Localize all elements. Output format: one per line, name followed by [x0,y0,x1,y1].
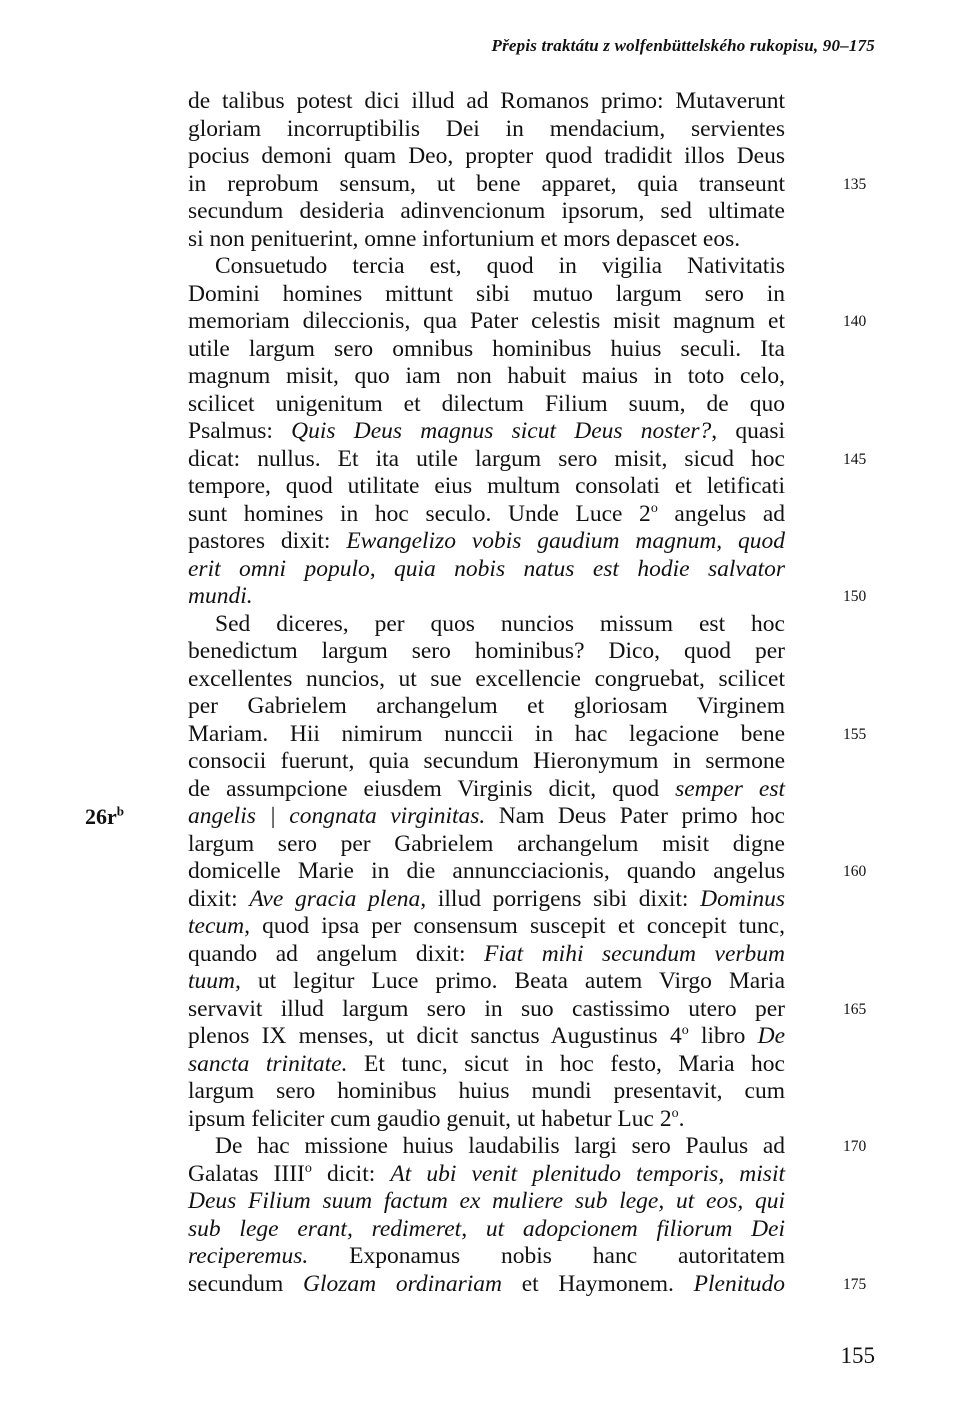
text-run: angelus ad [657,500,785,527]
text-line [188,116,785,144]
text-run: servavit illud largum sero in suo castissimo utero per [188,995,785,1022]
text-run: Mariam. Hii nimirum nunccii in hac legacione bene [188,720,785,747]
text-run: Sed diceres, per quos nuncios missum est hoc [215,610,785,637]
text-line [188,198,785,226]
text-line [188,1133,867,1161]
text-line [188,501,785,529]
text-line [188,226,785,254]
folio-sup: b [116,803,124,819]
text-line [188,693,785,721]
line-number: 155 [843,725,867,743]
dominus-quote: Dominus [700,885,786,912]
line-number: 150 [843,588,867,605]
text-line [188,336,785,364]
text-line [188,941,785,969]
text-line [188,638,785,666]
text-line [188,170,867,199]
text-run: Domini homines mittunt sibi mutuo largum sero in [188,280,785,307]
text-run: plenos IX menses, ut dicit sanctus Augustinus 4 [188,1023,682,1049]
plenitudo-word: Plenitudo [693,1270,785,1297]
text-line [188,445,867,474]
text-run: pastores dixit: [188,528,347,554]
text-run: memoriam dileccionis, qua Pater celestis misit magnum et [188,308,785,334]
text-line [188,913,785,941]
text-line [188,886,785,914]
text-line [188,968,785,996]
text-run: de talibus potest dici illud ad Romanos primo: Mutaverunt [188,88,785,114]
text-run: consocii fuerunt, quia secundum Hieronymum in sermone [188,748,785,774]
text-run: tempore, quod utilitate eius multum consolati et letificati [188,473,785,499]
text-line [188,143,785,171]
text-line [188,253,785,281]
superscript: o [304,1160,312,1176]
text-run: Et tunc, sicut in hoc festo, Maria hoc [347,1050,785,1077]
text-line [188,1161,785,1189]
text-line [188,1188,785,1216]
text-run: De hac missione huius laudabilis largi sero Paulus ad [215,1133,785,1159]
psalm-quote: Quis Deus magnus sicut Deus noster? [291,418,712,444]
text-line [188,528,785,556]
text-run: sunt homines in hoc seculo. Unde Luce 2 [188,500,651,527]
book-title: sancta trinitate. [188,1050,348,1077]
running-header: Přepis traktátu z wolfenbüttelského rukopisu, 90–175 [491,36,875,55]
fiat-quote: tuum, [188,968,241,994]
line-number: 135 [843,175,867,193]
text-run: in reprobum sensum, ut bene apparet, quia transeunt [188,170,785,197]
text-run: benedictum largum sero hominibus? Dico, quod per [188,638,785,664]
text-run: quando ad angelum dixit: [188,940,485,967]
text-run: dixit: [188,885,250,912]
book-title: De [757,1023,785,1049]
text-run: ut legitur Luce primo. Beata autem Virgo Maria [240,968,785,994]
text-line [188,995,867,1024]
text-line [188,1023,785,1051]
text-run: gloriam incorruptibilis Dei in mendacium, servientes [188,115,785,142]
text-line [188,831,785,859]
text-run: Psalmus: [188,418,292,444]
ave-quote: Ave gracia plena, [249,885,427,912]
text-run: Nam Deus Pater primo hoc [485,803,785,829]
text-run: domicelle Marie in die annuncciacionis, quando angelus [188,858,785,884]
text-line [85,803,785,831]
text-run: utile largum sero omnibus hominibus huius seculi. Ita [188,335,785,362]
text-run: largum sero hominibus huius mundi presentavit, cum [188,1078,785,1104]
glossa-title: Glozam ordinariam [303,1270,503,1297]
text-run: . [678,1105,685,1132]
text-line [188,1216,785,1244]
text-run: largum sero per Gabrielem archangelum misit digne [188,830,785,857]
text-run: secundum desideria adinvencionum ipsorum, sed ultimate [188,198,785,224]
text-run: illud porrigens sibi dixit: [426,885,701,912]
galatians-quote: At ubi venit plenitudo temporis, misit [390,1160,785,1187]
text-line [188,858,867,886]
text-run: Consuetudo tercia est, quod in vigilia Nativitatis [215,253,785,279]
text-run: Exponamus nobis hanc autoritatem [308,1243,785,1269]
text-line [188,281,785,309]
text-line [188,583,867,611]
text-run: , quasi [711,418,785,444]
text-line [188,556,785,584]
text-line [188,418,785,446]
text-run: de assumpcione eiusdem Virginis dicit, quod [188,775,676,802]
line-number: 140 [843,313,867,330]
text-run: libro [688,1023,758,1049]
text-line [188,308,867,336]
line-number: 145 [843,450,867,468]
superscript: o [681,1023,689,1039]
text-line [188,748,785,776]
text-line [188,666,785,694]
text-run: et Haymonem. [502,1270,694,1297]
line-number: 160 [843,863,867,880]
gospel-quote: erit omni populo, quia nobis natus est hodie salvator [188,555,785,582]
galatians-quote: Deus Filium suum factum ex muliere sub lege, ut eos, qui [188,1188,785,1214]
line-number: 170 [843,1138,867,1155]
text-run: dicit: [311,1160,391,1187]
text-line [188,1078,785,1106]
text-run: magnum misit, quo iam non habuit maius in toto celo, [188,363,785,389]
gospel-quote: mundi. [188,583,253,609]
text-line [188,88,785,116]
text-run: pocius demoni quam Deo, propter quod tradidit illos Deus [188,143,785,169]
page-number: 155 [840,1343,875,1368]
hieronymus-quote: angelis | congnata virginitas. [188,803,486,829]
fiat-quote: Fiat mihi secundum verbum [484,940,785,967]
text-run: per Gabrielem archangelum et gloriosam Virginem [188,693,785,719]
galatians-quote: reciperemus. [188,1243,309,1269]
text-line [188,720,867,749]
superscript: o [671,1105,679,1121]
dominus-quote: tecum, [188,913,250,939]
text-line [188,363,785,391]
text-line [188,776,785,804]
text-run: quod ipsa per consensum suscepit et concepit tunc, [250,913,785,939]
line-number: 175 [843,1275,867,1293]
galatians-quote: sub lege erant, redimeret, ut adopcionem filiorum Dei [188,1215,785,1242]
gospel-quote: Ewangelizo vobis gaudium magnum, quod [346,528,786,554]
text-line [188,1243,785,1271]
text-line [188,391,785,419]
text-run: dicat: nullus. Et ita utile largum sero misit, sicud hoc [188,445,785,472]
hieronymus-quote: semper est [675,775,785,802]
main-text [85,88,867,1298]
text-line [188,611,785,639]
text-run: Galatas IIII [188,1160,305,1187]
line-number: 165 [843,1000,867,1018]
text-line [188,1051,785,1079]
superscript: o [650,500,658,516]
text-run: si non penituerint, omne infortunium et mors depascet eos. [188,225,741,252]
text-line [188,1106,785,1134]
folio-label: 26r [85,804,117,829]
text-run: secundum [188,1270,303,1297]
text-run: ipsum feliciter cum gaudio genuit, ut habetur Luc 2 [188,1105,672,1132]
folio-marker [85,803,165,831]
text-run: excellentes nuncios, ut sue excellencie congruebat, scilicet [188,665,785,692]
text-run: scilicet unigenitum et dilectum Filium suum, de quo [188,390,785,417]
text-line [188,1270,867,1299]
text-line [188,473,785,501]
